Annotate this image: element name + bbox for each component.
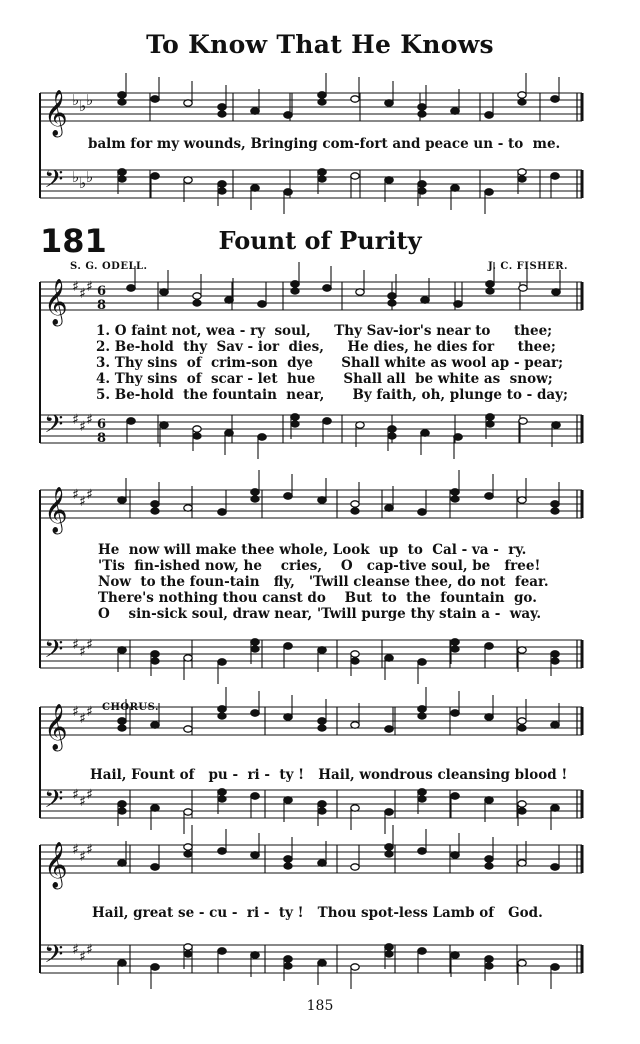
flat-sign: ♭ [86,168,94,186]
note-head [318,176,326,182]
note-head [184,655,192,661]
flat-sign: ♭ [72,91,80,109]
sharp-sign: ♯ [72,942,79,958]
note-head [218,188,226,194]
note-head [418,713,426,719]
time-signature: 6 [97,417,107,432]
note-head [451,852,459,858]
note-head [518,725,526,731]
note-head [251,185,259,191]
note-head [318,801,326,807]
note-head [485,956,493,962]
note-head [356,289,364,295]
note-head [284,963,292,969]
note-head [318,169,326,175]
sharp-sign: ♯ [72,842,79,858]
note-head [418,188,426,194]
note-head [193,293,201,299]
note-head [418,509,426,515]
note-head [485,112,493,118]
note-head [160,422,168,428]
time-signature: 6 [97,284,107,299]
note-head [318,808,326,814]
flat-sign: ♭ [79,97,87,115]
sharp-sign: ♯ [72,704,79,720]
note-head [451,710,459,716]
note-head [151,173,159,179]
note-head [218,181,226,187]
note-head [218,111,226,117]
note-head [518,169,526,175]
note-head [351,658,359,664]
note-head [184,944,192,950]
music-credit: J. C. FISHER. [488,261,569,272]
note-head [118,725,126,731]
note-head [486,421,494,427]
note-head [118,176,126,182]
note-head [385,100,393,106]
note-head [318,725,326,731]
note-head [318,647,326,653]
note-head [451,793,459,799]
time-signature: 8 [97,298,107,313]
bass-clef: 𝄢 [44,165,64,200]
note-head [193,300,201,306]
verse-line: He now will make thee whole, Look up to Cal - va - ry. [98,542,527,558]
note-head [318,718,326,724]
note-head [518,647,526,653]
note-head [284,112,292,118]
note-head [385,177,393,183]
note-head [258,301,266,307]
note-head [318,497,326,503]
note-head [451,952,459,958]
note-head [518,960,526,966]
note-head [485,714,493,720]
bass-clef: 𝄢 [44,940,64,975]
previous-hymn-title: To Know That He Knows [146,30,494,59]
verse-line: O sin-sick soul, draw near, 'Twill purge thy stain a - way. [98,606,542,622]
sharp-sign: ♯ [79,644,86,660]
note-head [218,706,226,712]
treble-clef: 𝄞 [44,279,68,325]
note-head [418,789,426,795]
sharp-sign: ♯ [72,279,79,295]
note-head [218,509,226,515]
note-head [118,860,126,866]
note-head [551,96,559,102]
note-head [551,805,559,811]
flat-sign: ♭ [79,174,87,192]
note-head [418,948,426,954]
note-head [127,418,135,424]
note-head [251,952,259,958]
note-head [485,189,493,195]
note-head [418,104,426,110]
note-head [486,288,494,294]
note-head [184,177,192,183]
treble-clef: 𝄞 [44,90,68,136]
note-head [118,960,126,966]
note-head [552,422,560,428]
note-head [151,864,159,870]
note-head [385,655,393,661]
note-head [118,801,126,807]
note-head [118,92,126,98]
note-head [127,285,135,291]
note-head [385,944,393,950]
note-head [551,173,559,179]
note-head [486,414,494,420]
note-head [118,497,126,503]
note-head [151,964,159,970]
note-head [351,722,359,728]
note-head [519,285,527,291]
note-head [551,501,559,507]
note-head [551,658,559,664]
note-head [351,805,359,811]
note-head [218,948,226,954]
note-head [318,960,326,966]
note-head [284,956,292,962]
note-head [151,501,159,507]
note-head [151,651,159,657]
note-head [485,863,493,869]
chorus-label: CHORUS. [102,702,159,713]
note-head [451,489,459,495]
note-head [551,508,559,514]
note-head [184,809,192,815]
treble-clef: 𝄞 [44,842,68,888]
note-head [518,808,526,814]
chorus-lyric: Hail, great se - cu - ri - ty ! Thou spot-less Lamb of God. [92,905,543,921]
note-head [385,951,393,957]
note-head [284,863,292,869]
note-head [421,297,429,303]
note-head [418,111,426,117]
sharp-sign: ♯ [72,487,79,503]
note-head [518,99,526,105]
note-head [251,496,259,502]
sharp-sign: ♯ [79,286,86,302]
note-head [151,722,159,728]
bass-clef: 𝄢 [44,410,64,445]
note-head [418,181,426,187]
treble-clef: 𝄞 [44,704,68,750]
note-head [225,430,233,436]
note-head [551,651,559,657]
note-head [291,281,299,287]
hymn-number: 181 [40,222,107,260]
note-head [551,722,559,728]
time-signature: 8 [97,431,107,446]
verse-line: There's nothing thou canst do But to the fountain go. [98,590,537,606]
sharp-sign: ♯ [86,842,93,858]
verse-line: Now to the foun-tain fly, 'Twill cleanse thee, do not fear. [98,574,549,590]
note-head [251,852,259,858]
note-head [291,414,299,420]
sharp-sign: ♯ [79,494,86,510]
note-head [418,706,426,712]
note-head [151,658,159,664]
note-head [184,851,192,857]
note-head [118,169,126,175]
note-head [552,289,560,295]
note-head [388,426,396,432]
note-head [291,421,299,427]
verse-line: 1. O faint not, wea - ry soul, Thy Sav-ior's near to thee; [96,323,553,339]
note-head [151,805,159,811]
note-head [160,289,168,295]
note-head [454,301,462,307]
sharp-sign: ♯ [79,711,86,727]
note-head [518,497,526,503]
sharp-sign: ♯ [79,419,86,435]
note-head [284,714,292,720]
note-head [518,860,526,866]
note-head [385,851,393,857]
note-head [291,288,299,294]
note-head [151,508,159,514]
note-head [251,793,259,799]
note-head [351,964,359,970]
note-head [351,864,359,870]
note-head [485,493,493,499]
sharp-sign: ♯ [79,794,86,810]
note-head [184,726,192,732]
previous-hymn-lyric: balm for my wounds, Bringing com-fort and peace un - to me. [88,136,561,152]
note-head [184,100,192,106]
note-head [284,493,292,499]
note-head [323,418,331,424]
note-head [518,801,526,807]
note-head [385,844,393,850]
note-head [388,293,396,299]
note-head [184,844,192,850]
note-head [418,659,426,665]
note-head [418,796,426,802]
note-head [385,726,393,732]
note-head [184,505,192,511]
note-head [351,501,359,507]
treble-clef: 𝄞 [44,487,68,533]
note-head [451,185,459,191]
note-head [118,647,126,653]
note-head [486,281,494,287]
sharp-sign: ♯ [86,412,93,428]
note-head [454,434,462,440]
note-head [251,108,259,114]
words-credit: S. G. ODELL. [70,261,148,272]
note-head [184,951,192,957]
sharp-sign: ♯ [86,487,93,503]
note-head [284,189,292,195]
note-head [518,92,526,98]
note-head [351,651,359,657]
sharp-sign: ♯ [86,704,93,720]
page-number: 185 [306,998,334,1014]
chorus-lyric: Hail, Fount of pu - ri - ty ! Hail, wondrous cleansing blood ! [90,767,568,783]
note-head [451,639,459,645]
note-head [284,797,292,803]
note-head [118,718,126,724]
sharp-sign: ♯ [86,279,93,295]
note-head [318,92,326,98]
note-head [251,489,259,495]
note-head [418,848,426,854]
verse-line: 4. Thy sins of scar - let hue Shall all be white as snow; [96,371,553,387]
note-head [518,718,526,724]
sharp-sign: ♯ [79,949,86,965]
note-head [218,713,226,719]
sharp-sign: ♯ [72,637,79,653]
note-head [284,856,292,862]
note-head [485,963,493,969]
note-head [251,639,259,645]
note-head [225,297,233,303]
note-head [385,809,393,815]
flat-sign: ♭ [86,91,94,109]
note-head [421,430,429,436]
sharp-sign: ♯ [86,637,93,653]
note-head [485,797,493,803]
note-head [485,643,493,649]
sharp-sign: ♯ [79,849,86,865]
note-head [193,426,201,432]
note-head [193,433,201,439]
note-head [385,505,393,511]
note-head [151,96,159,102]
note-head [251,646,259,652]
sharp-sign: ♯ [86,942,93,958]
note-head [218,796,226,802]
hymn-title: Fount of Purity [218,226,422,255]
note-head [284,643,292,649]
note-head [351,173,359,179]
verse-line: 2. Be-hold thy Sav - ior dies, He dies, he dies for thee; [96,339,556,355]
note-head [518,176,526,182]
note-head [218,789,226,795]
sharp-sign: ♯ [86,787,93,803]
note-head [318,860,326,866]
note-head [551,964,559,970]
flat-sign: ♭ [72,168,80,186]
note-head [323,285,331,291]
note-head [218,659,226,665]
note-head [388,433,396,439]
bass-clef: 𝄢 [44,635,64,670]
note-head [118,99,126,105]
note-head [351,508,359,514]
sharp-sign: ♯ [72,787,79,803]
note-head [318,99,326,105]
note-head [388,300,396,306]
note-head [451,108,459,114]
note-head [551,864,559,870]
bass-clef: 𝄢 [44,785,64,820]
note-head [118,808,126,814]
sharp-sign: ♯ [72,412,79,428]
verse-line: 3. Thy sins of crim-son dye Shall white as wool ap - pear; [96,355,564,371]
note-head [356,422,364,428]
note-head [218,848,226,854]
note-head [251,710,259,716]
note-head [519,418,527,424]
note-head [258,434,266,440]
note-head [351,96,359,102]
note-head [218,104,226,110]
note-head [451,646,459,652]
verse-line: 5. Be-hold the fountain near, By faith, oh, plunge to - day; [96,387,568,403]
verse-line: 'Tis fin-ished now, he cries, O cap-tive soul, be free! [98,558,541,574]
note-head [485,856,493,862]
note-head [451,496,459,502]
